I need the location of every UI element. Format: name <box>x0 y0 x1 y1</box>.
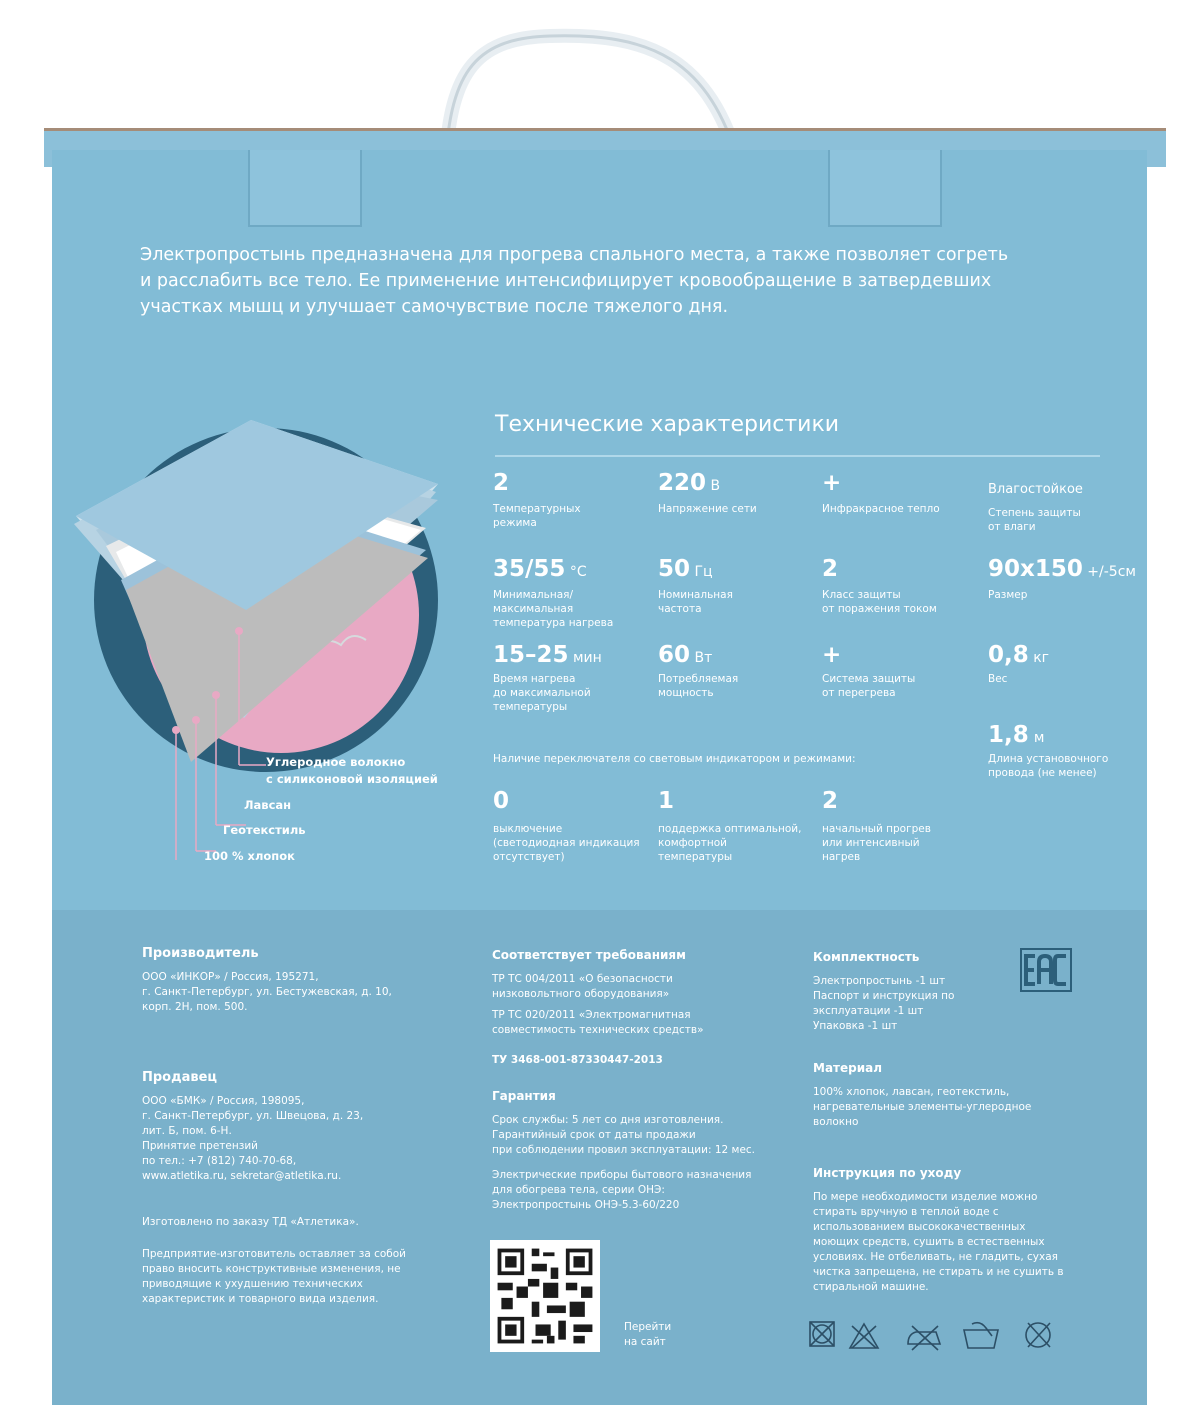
spec-label: Размер <box>988 589 1028 601</box>
disclaimer: Предприятие-изготовитель оставляет за собой право вносить конструктивные изменения, не приводящие к ухудшению технических характеристик и товарного вида изделия. <box>142 1248 407 1305</box>
spec-value: + <box>822 470 842 496</box>
spec-label: Номинальная частота <box>658 589 733 615</box>
spec-unit: кг <box>1028 650 1050 666</box>
qr-caption: Перейти на сайт <box>624 1321 672 1348</box>
spec-item <box>658 556 713 582</box>
warranty-title: Гарантия <box>492 1089 556 1103</box>
switch-note: Наличие переключателя со световым индикатором и режимами: <box>493 753 856 765</box>
no-tumble-dry-icon <box>810 1322 834 1346</box>
spec-label: Система защиты от перегрева <box>822 673 916 699</box>
layer-lavsan-label: Лавсан <box>244 798 292 812</box>
spec-value: 220 <box>658 470 707 496</box>
eac-logo <box>1020 948 1072 992</box>
layer-geotextile-label: Геотекстиль <box>223 823 306 837</box>
lid-flap-right <box>828 150 942 227</box>
spec-unit: °С <box>565 564 587 580</box>
mode-value: 0 <box>493 788 510 814</box>
seller-title: Продавец <box>142 1070 218 1085</box>
material-title: Материал <box>813 1061 883 1075</box>
manufacturer-info: ООО «ИНКОР» / Россия, 195271, г. Санкт-Петербург, ул. Бестужевская, д. 10, корп. 2Н, пом. 500. <box>142 971 392 1013</box>
spec-value: 2 <box>822 556 839 582</box>
mode-label: начальный прогрев или интенсивный нагрев <box>822 823 931 863</box>
spec-label: Потребляемая мощность <box>658 673 739 699</box>
spec-item <box>493 470 509 496</box>
sheet-layers-diagram <box>66 420 466 890</box>
no-dry-clean-icon <box>1026 1323 1050 1347</box>
mode-value: 1 <box>658 788 675 814</box>
spec-value: 35/55 <box>493 556 566 582</box>
spec-value: 15–25 <box>493 642 569 668</box>
seller-info: ООО «БМК» / Россия, 198095, г. Санкт-Петербург, ул. Швецова, д. 23, лит. Б, пом. 6-Н. Принятие претензий по тел.: +7 (812) 740-70-68, www.atletika.ru, sekretar@atletika.ru. <box>142 1095 364 1182</box>
spec-value: 0,8 <box>988 642 1029 668</box>
compliance-info: ТР ТС 004/2011 «О безопасности низковольтного оборудования» ТР ТС 020/2011 «Электромагнитная совместимость технических средств» <box>492 973 704 1036</box>
layer-cotton-label: 100 % хлопок <box>204 849 295 863</box>
spec-item <box>658 642 712 668</box>
spec-label: Время нагрева до максимальной температуры <box>493 673 591 713</box>
spec-label: Класс защиты от поражения током <box>822 589 937 615</box>
spec-value: 90x150 <box>988 556 1083 582</box>
spec-label: Вес <box>988 673 1008 685</box>
care-info: По мере необходимости изделие можно стирать вручную в теплой воде с использованием высококачественных моющих средств, сушить в естественных условиях. Не отбеливать, не гладить, сухая чистка запрещена, не стирать и не сушить в стиральной машине. <box>813 1191 1064 1293</box>
compliance-title: Соответствует требованиям <box>492 948 686 962</box>
spec-value: 2 <box>493 470 510 496</box>
spec-unit: Вт <box>690 650 713 666</box>
spec-item <box>493 642 602 668</box>
kit-info: Электропростынь -1 шт Паспорт и инструкция по эксплуатации -1 шт Упаковка -1 шт <box>813 975 955 1032</box>
qr-code[interactable] <box>490 1240 600 1352</box>
lid-flap-left <box>248 150 362 227</box>
no-iron-icon <box>908 1326 940 1350</box>
spec-item <box>822 470 841 496</box>
spec-label: Напряжение сети <box>658 503 757 515</box>
spec-label: Степень защиты от влаги <box>988 507 1081 533</box>
spec-value: + <box>822 642 842 668</box>
spec-label: Минимальная/ максимальная температура нагрева <box>493 589 614 629</box>
kit-title: Комплектность <box>813 950 920 964</box>
spec-value: 50 <box>658 556 691 582</box>
tu-code: ТУ 3468-001-87330447-2013 <box>492 1054 663 1066</box>
spec-item <box>988 556 1136 582</box>
material-info: 100% хлопок, лавсан, геотекстиль, нагревательные элементы-углеродное волокно <box>813 1086 1032 1128</box>
no-bleach-icon <box>850 1324 878 1348</box>
spec-item <box>822 642 841 668</box>
manufacturer-title: Производитель <box>142 946 259 961</box>
spec-label: Инфракрасное тепло <box>822 503 940 515</box>
product-series-info: Электрические приборы бытового назначения для обогрева тела, серии ОНЭ: Электропростынь ОНЭ-5.3-60/220 <box>492 1169 752 1211</box>
spec-value: Влагостойкое <box>988 482 1083 497</box>
spec-unit: мин <box>568 650 602 666</box>
intro-line: и расслабить все тело. Ее применение интенсифицирует кровообращение в затвердевших <box>140 271 992 291</box>
specs-divider <box>495 455 1100 457</box>
layer-carbon-label: Углеродное волокно с силиконовой изоляцией <box>266 755 438 786</box>
care-symbols <box>808 1318 1058 1354</box>
spec-item <box>493 556 587 582</box>
warranty-info: Срок службы: 5 лет со дня изготовления. Гарантийный срок от даты продажи при соблюдении провил эксплуатации: 12 мес. <box>492 1114 756 1156</box>
spec-value: 60 <box>658 642 691 668</box>
spec-unit: В <box>706 478 721 494</box>
made-for-note: Изготовлено по заказу ТД «Атлетика». <box>142 1216 359 1228</box>
hand-wash-icon <box>964 1323 998 1348</box>
intro-paragraph <box>140 242 1040 320</box>
spec-label: Температурных режима <box>493 503 581 529</box>
mode-value: 2 <box>822 788 839 814</box>
spec-item <box>658 470 720 496</box>
intro-line: Электропростынь предназначена для прогрева спального места, а также позволяет согреть <box>140 245 1009 265</box>
spec-item <box>822 556 838 582</box>
spec-item <box>988 642 1049 668</box>
care-title: Инструкция по уходу <box>813 1166 962 1180</box>
mode-label: выключение (светодиодная индикация отсутствует) <box>493 823 640 863</box>
spec-cord: 1,8 м Длина установочного провода (не менее) <box>988 722 1109 779</box>
spec-unit: +/-5см <box>1082 564 1136 580</box>
intro-line: участках мышц и улучшает самочувствие после тяжелого дня. <box>140 297 729 317</box>
spec-unit: Гц <box>690 564 713 580</box>
spec-item <box>988 470 1083 497</box>
specs-title: Технические характеристики <box>495 412 840 437</box>
mode-label: поддержка оптимальной, комфортной температуры <box>658 823 802 863</box>
